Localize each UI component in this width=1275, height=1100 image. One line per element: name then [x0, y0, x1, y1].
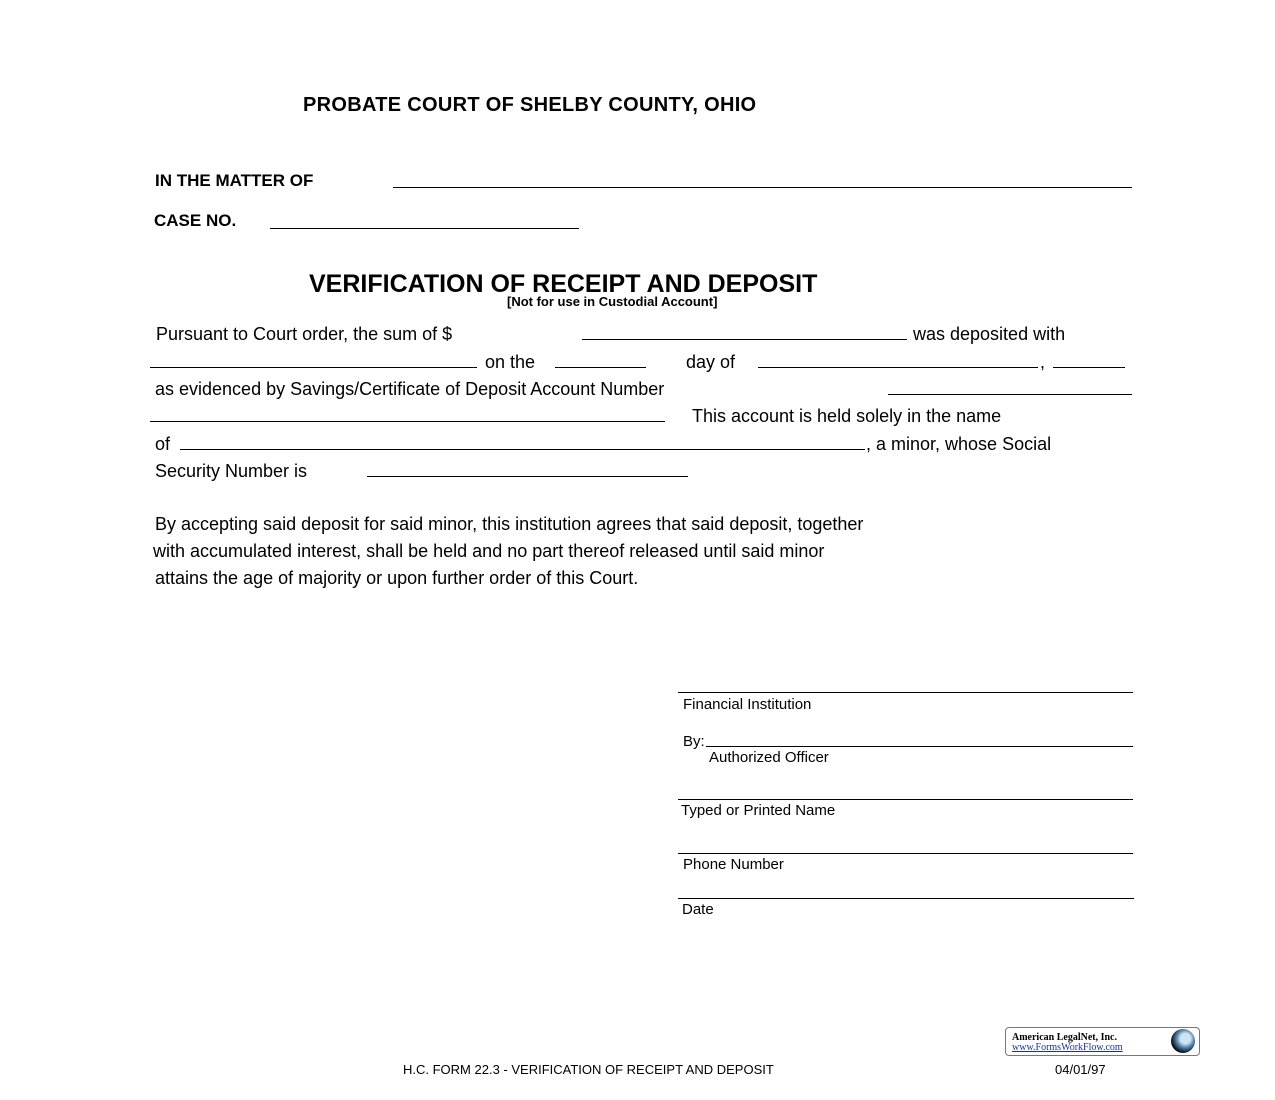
body-text: This account is held solely in the name — [692, 406, 1002, 426]
phone-line[interactable] — [678, 853, 1133, 854]
printed-name-label: Typed or Printed Name — [681, 802, 836, 819]
matter-label: IN THE MATTER OF — [155, 171, 314, 190]
logo-url[interactable]: www.FormsWorkFlow.com — [1012, 1042, 1123, 1053]
minor-name-field[interactable] — [180, 449, 865, 450]
body-text: was deposited with — [913, 324, 1066, 344]
officer-label: Authorized Officer — [709, 749, 829, 766]
institution-signature-line[interactable] — [678, 692, 1133, 693]
ssn-field[interactable] — [367, 476, 688, 477]
account-number-field[interactable] — [888, 394, 1132, 395]
footer-form-id: H.C. FORM 22.3 - VERIFICATION OF RECEIPT AND DEPOSIT — [403, 1062, 774, 1077]
month-field[interactable] — [758, 367, 1038, 368]
institution-field[interactable] — [150, 367, 477, 368]
body-text: of — [155, 434, 171, 454]
case-label: CASE NO. — [154, 211, 237, 230]
date-label: Date — [682, 901, 714, 918]
printed-name-line[interactable] — [678, 799, 1133, 800]
paragraph-line: By accepting said deposit for said minor, this institution agrees that said deposit, together — [155, 514, 864, 534]
globe-icon — [1171, 1029, 1195, 1053]
court-title: PROBATE COURT OF SHELBY COUNTY, OHIO — [303, 94, 757, 116]
body-text: on the — [485, 352, 536, 372]
matter-field[interactable] — [393, 187, 1132, 188]
paragraph-line: with accumulated interest, shall be held and no part thereof released until said minor — [153, 541, 825, 561]
date-line[interactable] — [678, 898, 1134, 899]
sum-field[interactable] — [582, 339, 907, 340]
body-text: Security Number is — [155, 461, 308, 481]
account-number-field-cont[interactable] — [150, 421, 665, 422]
form-subtitle: [Not for use in Custodial Account] — [507, 294, 718, 309]
year-field[interactable] — [1053, 367, 1125, 368]
form-title: VERIFICATION OF RECEIPT AND DEPOSIT — [309, 270, 818, 298]
footer-date: 04/01/97 — [1055, 1062, 1106, 1077]
body-text: day of — [686, 352, 736, 372]
phone-label: Phone Number — [683, 856, 784, 873]
body-text: Pursuant to Court order, the sum of $ — [156, 324, 453, 344]
institution-label: Financial Institution — [683, 696, 812, 713]
day-field[interactable] — [555, 367, 646, 368]
by-label: By: — [683, 733, 705, 750]
body-text: , — [1040, 352, 1046, 372]
logo-name: American LegalNet, Inc. — [1012, 1032, 1117, 1043]
case-number-field[interactable] — [270, 228, 579, 229]
paragraph-line: attains the age of majority or upon further order of this Court. — [155, 568, 639, 588]
american-legalnet-logo[interactable] — [1005, 1027, 1200, 1056]
officer-signature-line[interactable] — [706, 746, 1133, 747]
body-text: , a minor, whose Social — [866, 434, 1052, 454]
body-text: as evidenced by Savings/Certificate of Deposit Account Number — [155, 379, 665, 399]
